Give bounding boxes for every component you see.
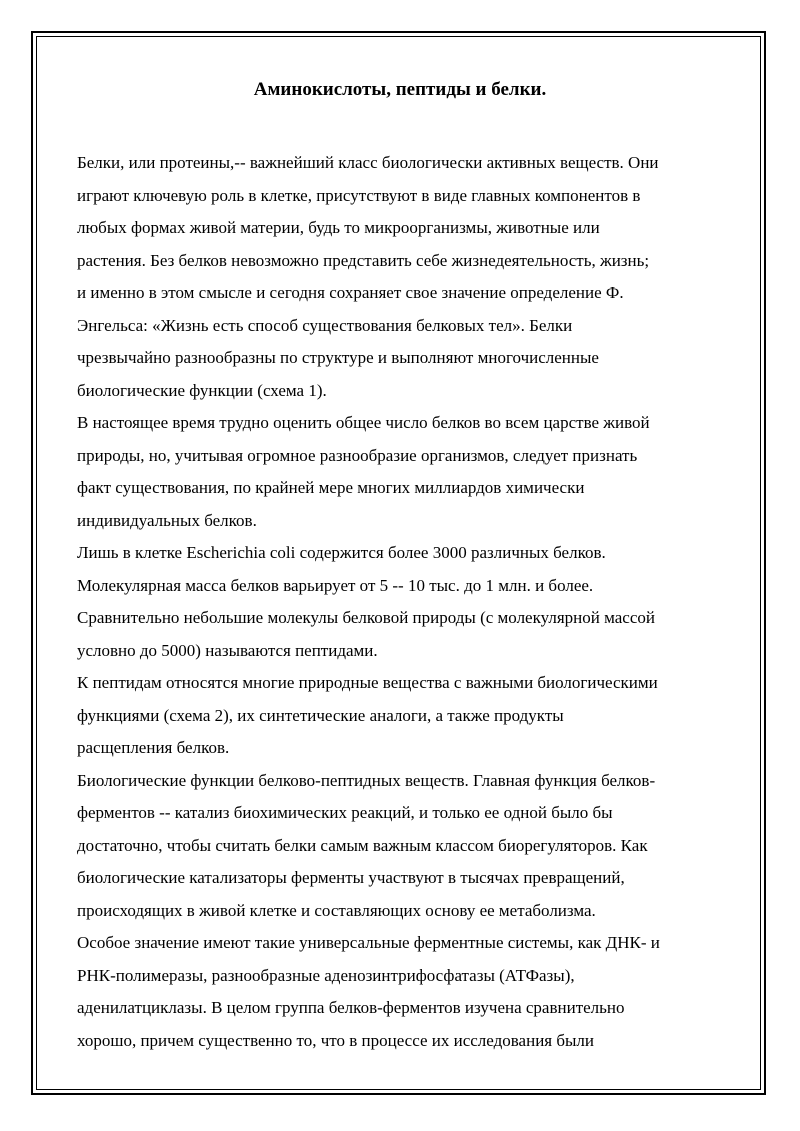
text-line: расщепления белков.	[77, 738, 230, 757]
text-line: биологические катализаторы ферменты участвуют в тысячах превращений,	[77, 868, 625, 887]
text-line: Лишь в клетке Escherichia coli содержится более 3000 различных белков.	[77, 543, 606, 562]
text-line: В настоящее время трудно оценить общее число белков во всем царстве живой	[77, 413, 650, 432]
text-line: РНК-полимеразы, разнообразные аденозинтрифосфатазы (АТФазы),	[77, 965, 575, 985]
text-line: любых формах живой материи, будь то микроорганизмы, животные или	[77, 218, 600, 237]
text-line: природы, но, учитывая огромное разнообразие организмов, следует признать	[77, 445, 638, 465]
text-line: аденилатциклазы. В целом группа белков-ферментов изучена сравнительно	[77, 998, 625, 1017]
text-line: Белки, или протеины,-- важнейший класс биологически активных веществ. Они	[77, 153, 659, 172]
text-line: условно до 5000) называются пептидами.	[77, 640, 378, 660]
text-line: Молекулярная масса белков варьирует от 5 -- 10 тыс. до 1 млн. и более.	[77, 575, 594, 595]
document-title: Аминокислоты, пептиды и белки.	[253, 79, 547, 100]
text-line: Особое значение имеют такие универсальные ферментные системы, как ДНК- и	[77, 933, 660, 952]
document-body	[77, 147, 737, 1057]
text-line: достаточно, чтобы считать белки самым важным классом биорегуляторов. Как	[77, 835, 648, 855]
text-line: Энгельса: «Жизнь есть способ существования белковых тел». Белки	[77, 315, 573, 335]
text-line: биологические функции (схема 1).	[77, 380, 327, 400]
text-line: ферментов -- катализ биохимических реакций, и только ее одной было бы	[77, 803, 613, 822]
text-line: растения. Без белков невозможно представить себе жизнедеятельность, жизнь;	[77, 250, 650, 270]
text-line: хорошо, причем существенно то, что в процессе их исследования были	[77, 1030, 595, 1050]
text-line: Сравнительно небольшие молекулы белковой природы (с молекулярной массой	[77, 608, 655, 627]
text-line: играют ключевую роль в клетке, присутствуют в виде главных компонентов в	[77, 185, 641, 205]
text-line: и именно в этом смысле и сегодня сохраняет свое значение определение Ф.	[77, 283, 624, 302]
text-line: К пептидам относятся многие природные вещества с важными биологическими	[77, 673, 658, 692]
text-line: Биологические функции белково-пептидных веществ. Главная функция белков-	[77, 770, 656, 790]
text-line: функциями (схема 2), их синтетические аналоги, а также продукты	[77, 705, 564, 725]
text-line: факт существования, по крайней мере многих миллиардов химически	[77, 478, 585, 497]
text-line: индивидуальных белков.	[77, 510, 257, 530]
text-line: происходящих в живой клетке и составляющих основу ее метаболизма.	[77, 900, 596, 920]
text-line: чрезвычайно разнообразны по структуре и выполняют многочисленные	[77, 348, 599, 367]
